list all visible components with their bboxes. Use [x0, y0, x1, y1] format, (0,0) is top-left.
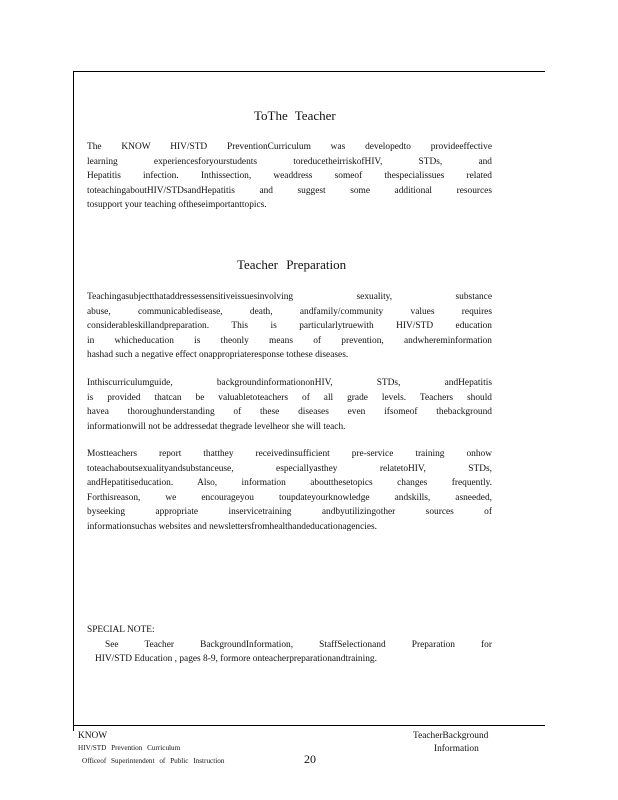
text-line: considerableskillandpreparation. This is particularlytruewith HIV/STD education [87, 321, 492, 331]
preparation-paragraph-2 [87, 376, 492, 434]
text-line: toteachaboutsexualityandsubstanceuse, especiallyasthey relatetoHIV, STDs, [87, 463, 492, 474]
section-title-teacher-preparation: Teacher Preparation [237, 257, 347, 272]
text-line: Teachingasubjectthataddressessensitiveissuesinvolving sexuality, substance [87, 292, 492, 302]
left-rule [73, 71, 74, 731]
footer-rule [73, 725, 545, 726]
text-line: in whicheducation is theonly means of prevention, andwhereminformation [87, 335, 492, 346]
text-line: andHepatitiseducation. Also, information aboutthesetopics changes frequently. [87, 478, 492, 488]
text-line: Mostteachers report thatthey receivedinsufficient pre-service training onhow [87, 449, 492, 459]
intro-paragraph [87, 140, 492, 213]
text-line: The KNOW HIV/STD PreventionCurriculum was developedto provideeffective [87, 142, 492, 152]
text-line: tosupport your teaching oftheseimportanttopics. [87, 200, 267, 210]
footer-curriculum: HIV/STD Prevention Curriculum [78, 744, 181, 752]
special-note-line: See Teacher BackgroundInformation, StaffSelectionand Preparation for [105, 639, 492, 650]
top-rule [73, 71, 545, 72]
text-line: informationsuchas websites and newslettersfromhealthandeducationagencies. [87, 521, 378, 532]
footer-know: KNOW [78, 731, 108, 741]
text-line: informationwill not be addressedat thegrade levelheor she will teach. [87, 421, 346, 432]
text-line: havea thoroughunderstanding of these diseases even ifsomeof thebackground [87, 407, 492, 417]
footer-office: Officeof Superintendent of Public Instruction [82, 757, 225, 765]
section-title-to-the-teacher: ToThe Teacher [254, 108, 336, 123]
text-line: is provided thatcan be valuabletoteachers of all grade levels. Teachers should [87, 392, 492, 403]
text-line: abuse, communicabledisease, death, andfamily/community values requires [87, 306, 492, 317]
preparation-paragraph-3 [87, 447, 492, 534]
preparation-paragraph-1 [87, 290, 492, 363]
text-line: Forthisreason, we encourageyou toupdateyourknowledge andskills, asneeded, [87, 492, 492, 503]
special-note [87, 623, 492, 667]
special-note-title: SPECIAL NOTE: [87, 625, 155, 635]
page-number: 20 [304, 752, 316, 766]
text-line: learning experiencesforyourstudents toreducetheirriskofHIV, STDs, and [87, 156, 492, 167]
text-line: byseeking appropriate inservicetraining andbyutilizingother sources of [87, 507, 492, 517]
footer-section-name-2: Information [434, 744, 479, 754]
text-line: hashad such a negative effect onappropriateresponse tothese diseases. [87, 350, 349, 360]
special-note-line: HIV/STD Education , pages 8-9, formore onteacherpreparationandtraining. [95, 654, 377, 664]
text-line: Hepatitis infection. Inthissection, weaddress someof thespecialissues related [87, 171, 492, 181]
text-line: Inthiscurriculumguide, backgroundinformationonHIV, STDs, andHepatitis [87, 378, 492, 388]
text-line: toteachingaboutHIV/STDsandHepatitis and suggest some additional resources [87, 185, 492, 196]
footer-section-name: TeacherBackground [413, 731, 489, 741]
